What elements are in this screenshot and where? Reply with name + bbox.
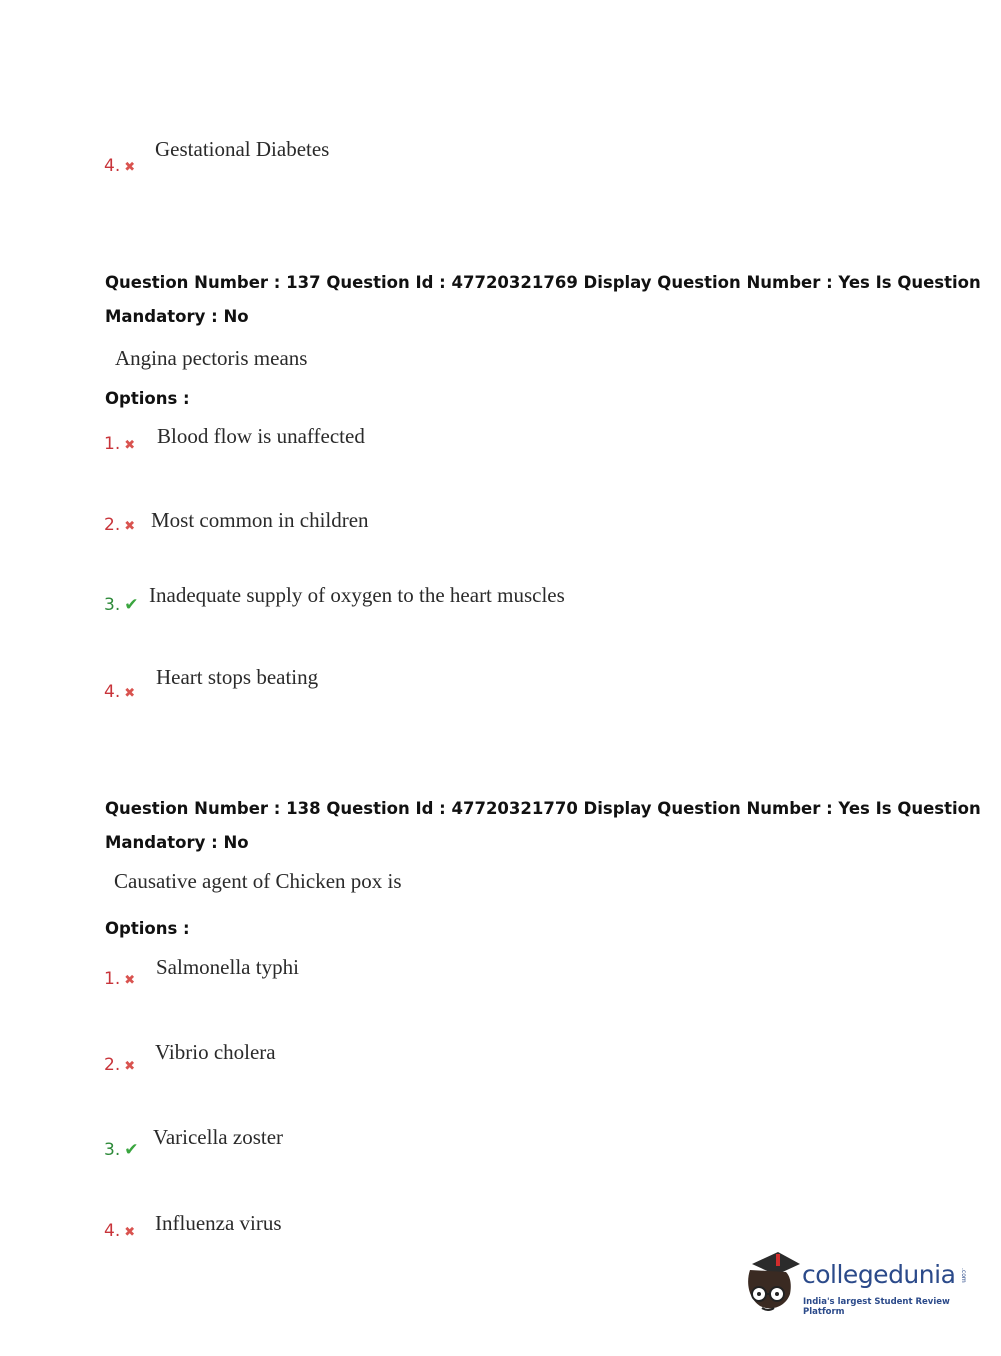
question-mandatory: Mandatory : No	[105, 307, 249, 326]
question-mandatory: Mandatory : No	[105, 833, 249, 852]
option-number: 4. ✖	[104, 682, 136, 702]
cross-icon: ✖	[124, 973, 136, 988]
logo-wordmark: collegedunia	[802, 1260, 956, 1289]
option-number: 3. ✔	[104, 595, 139, 615]
option-number: 2. ✖	[104, 515, 136, 535]
option-number: 4. ✖	[104, 1221, 136, 1241]
options-label: Options :	[105, 389, 190, 408]
mascot-icon	[742, 1248, 802, 1316]
checkmark-icon: ✔	[124, 595, 139, 615]
cross-icon: ✖	[124, 160, 136, 175]
option-text: Inadequate supply of oxygen to the heart muscles	[149, 583, 565, 607]
question-header: Question Number : 138 Question Id : 47720321770 Display Question Number : Yes Is Question	[105, 799, 981, 818]
question-text: Angina pectoris means	[115, 346, 308, 370]
question-header: Question Number : 137 Question Id : 47720321769 Display Question Number : Yes Is Question	[105, 273, 981, 292]
logo-tagline: India's largest Student Review Platform	[803, 1297, 950, 1317]
collegedunia-logo[interactable]	[742, 1248, 972, 1318]
option-text: Vibrio cholera	[155, 1040, 276, 1064]
option-number: 1. ✖	[104, 969, 136, 989]
option-text: Influenza virus	[155, 1211, 282, 1235]
option-text: Salmonella typhi	[156, 955, 299, 979]
question-text: Causative agent of Chicken pox is	[114, 869, 402, 893]
logo-suffix: .com	[960, 1268, 967, 1283]
options-label: Options :	[105, 919, 190, 938]
option-number: 1. ✖	[104, 434, 136, 454]
option-number: 4. ✖	[104, 156, 136, 176]
cross-icon: ✖	[124, 438, 136, 453]
cross-icon: ✖	[124, 1225, 136, 1240]
cross-icon: ✖	[124, 519, 136, 534]
option-number: 2. ✖	[104, 1055, 136, 1075]
option-text: Gestational Diabetes	[155, 137, 330, 161]
cross-icon: ✖	[124, 1059, 136, 1074]
cross-icon: ✖	[124, 686, 136, 701]
option-text: Blood flow is unaffected	[157, 424, 365, 448]
option-text: Varicella zoster	[153, 1125, 284, 1149]
option-text: Most common in children	[151, 508, 369, 532]
option-text: Heart stops beating	[156, 665, 319, 689]
option-number: 3. ✔	[104, 1140, 139, 1160]
checkmark-icon: ✔	[124, 1140, 139, 1160]
